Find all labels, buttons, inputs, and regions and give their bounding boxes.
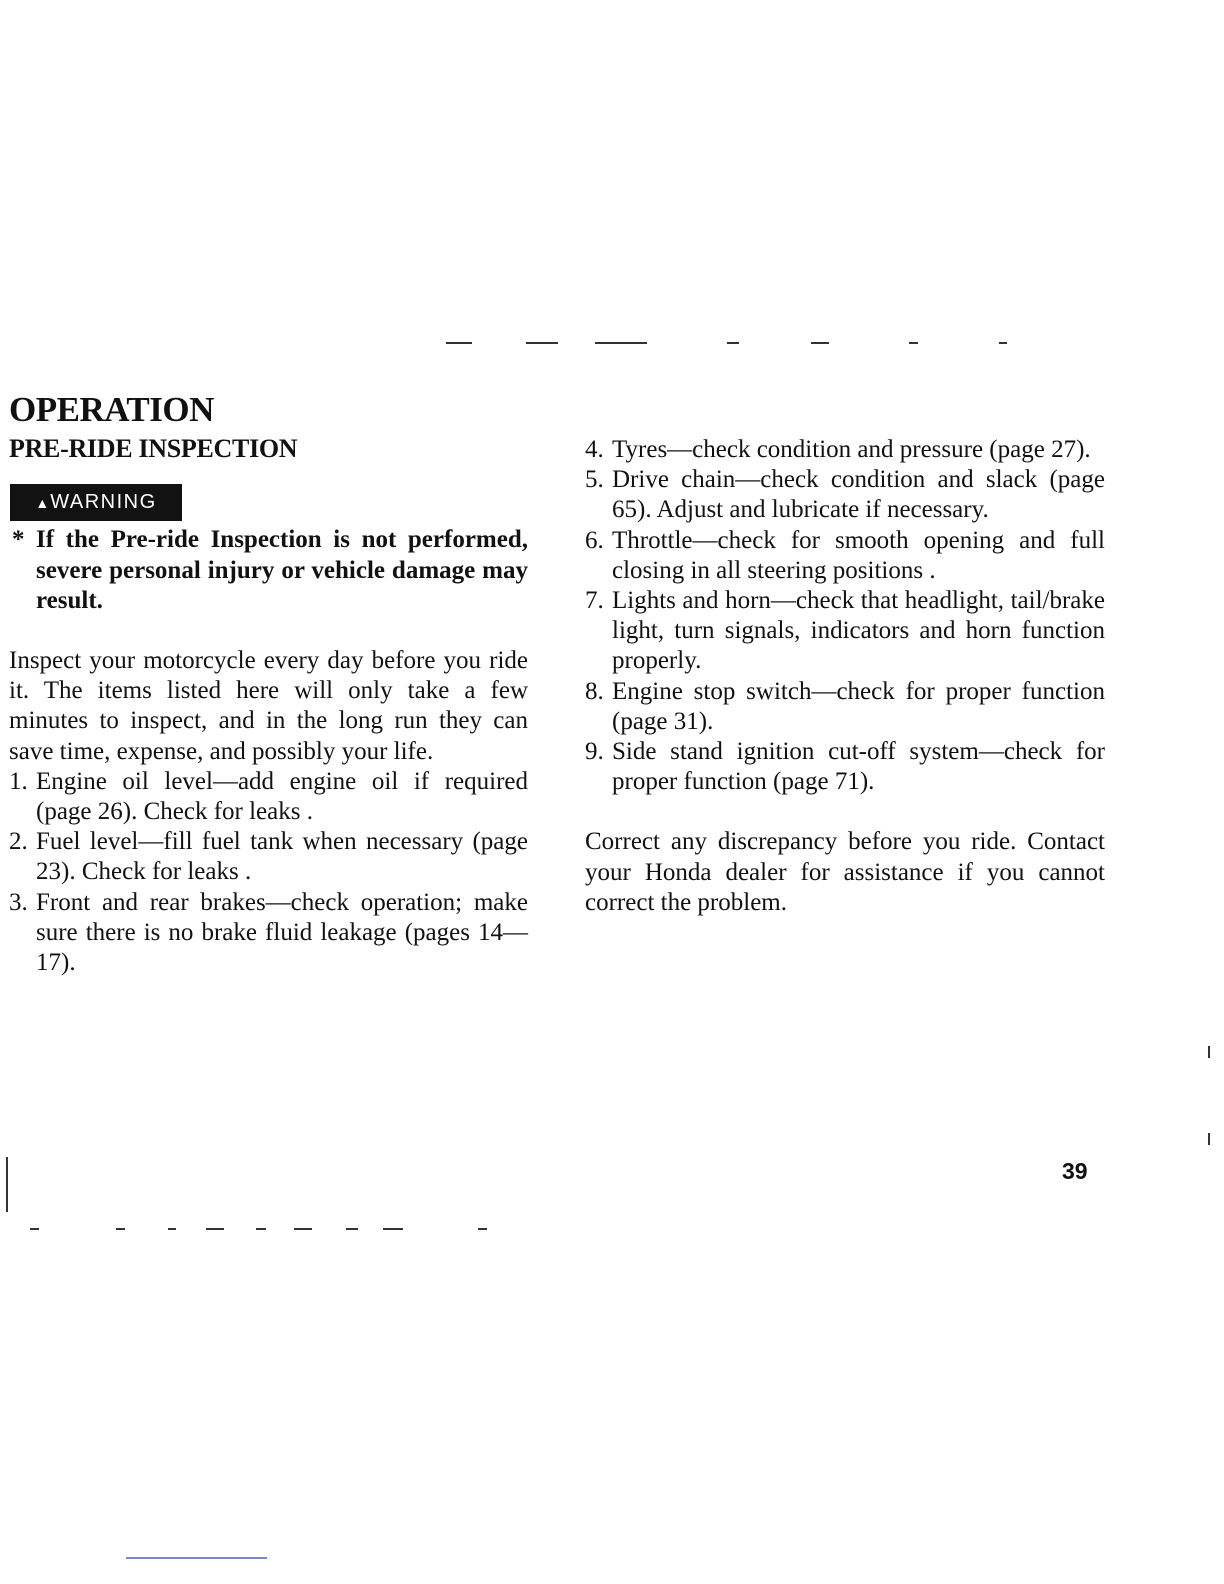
list-item (585, 677, 1105, 737)
warning-label-text: WARNING (50, 491, 157, 513)
warning-text: If the Pre-ride Inspection is not performed, severe personal injury or vehicle damage may result. (36, 526, 528, 614)
list-item-text: Engine oil level—add engine oil if required (page 26). Check for leaks . (36, 767, 528, 826)
scan-mark (1208, 1046, 1210, 1058)
scan-mark (999, 342, 1007, 344)
list-item (585, 737, 1105, 797)
scan-mark (526, 342, 558, 344)
list-item-text: Throttle—check for smooth opening and full closing in all steering positions . (612, 526, 1105, 584)
list-item-number: 5. (585, 466, 604, 494)
scan-mark (168, 1228, 176, 1230)
warning-label (10, 484, 182, 521)
list-item-number: 8. (585, 677, 604, 705)
list-item-text: Tyres—check condition and pressure (page 27). (612, 436, 1091, 463)
list-item-text: Engine stop switch—check for proper function (page 31). (612, 677, 1105, 735)
list-item (9, 888, 528, 979)
list-item-number: 9. (585, 738, 604, 766)
intro-paragraph: Inspect your motorcycle every day before you ride it. The items listed here will only take a few minutes to inspect, and in the long run they can save time, expense, and possibly your life. (9, 647, 528, 765)
warning-bullet: * (12, 526, 25, 553)
scan-mark (30, 1228, 39, 1230)
scan-mark (116, 1228, 125, 1230)
left-column (9, 646, 528, 978)
scan-mark (383, 1228, 403, 1230)
scan-mark (206, 1228, 224, 1230)
scan-mark (256, 1228, 266, 1230)
list-item-number: 1. (9, 767, 28, 795)
list-item-number: 7. (585, 587, 604, 615)
list-item (9, 767, 528, 827)
warning-message (12, 525, 528, 617)
list-item (585, 435, 1105, 465)
closing-paragraph: Correct any discrepancy before you ride. Contact your Honda dealer for assistance if you cannot correct the problem. (585, 828, 1105, 916)
list-item-text: Lights and horn—check that headlight, tail/brake light, turn signals, indicators and horn function properly. (612, 587, 1105, 675)
list-item-number: 2. (9, 828, 28, 856)
bottom-rule (126, 1557, 267, 1559)
scan-mark (811, 342, 829, 344)
subsection-title: PRE-RIDE INSPECTION (9, 434, 298, 463)
list-item (9, 827, 528, 887)
scan-mark (294, 1228, 312, 1230)
list-item-number: 6. (585, 526, 604, 554)
scan-mark (6, 1157, 8, 1212)
list-item-number: 4. (585, 436, 604, 463)
checklist-right (585, 435, 1105, 797)
list-item-text: Fuel level—fill fuel tank when necessary (page 23). Check for leaks . (36, 828, 528, 886)
scan-mark (346, 1228, 358, 1230)
list-item-text: Front and rear brakes—check operation; make sure there is no brake fluid leakage (pages 14—17). (36, 888, 528, 977)
checklist-left (9, 767, 528, 978)
scan-mark (478, 1228, 487, 1230)
scan-mark (595, 342, 647, 344)
right-column (585, 435, 1105, 918)
list-item-text: Side stand ignition cut-off system—check for proper function (page 71). (612, 738, 1105, 796)
scan-mark (1208, 1133, 1210, 1145)
list-item (585, 465, 1105, 525)
list-item-text: Drive chain—check condition and slack (page 65). Adjust and lubricate if necessary. (612, 466, 1105, 524)
list-item (585, 586, 1105, 677)
page-number: 39 (1062, 1158, 1088, 1184)
scan-mark (727, 342, 739, 344)
section-title: OPERATION (9, 390, 214, 429)
scan-mark (909, 342, 918, 344)
list-item (585, 526, 1105, 586)
warning-triangle-icon: ▲ (35, 495, 50, 511)
scan-mark (446, 342, 472, 344)
list-item-number: 3. (9, 888, 28, 916)
